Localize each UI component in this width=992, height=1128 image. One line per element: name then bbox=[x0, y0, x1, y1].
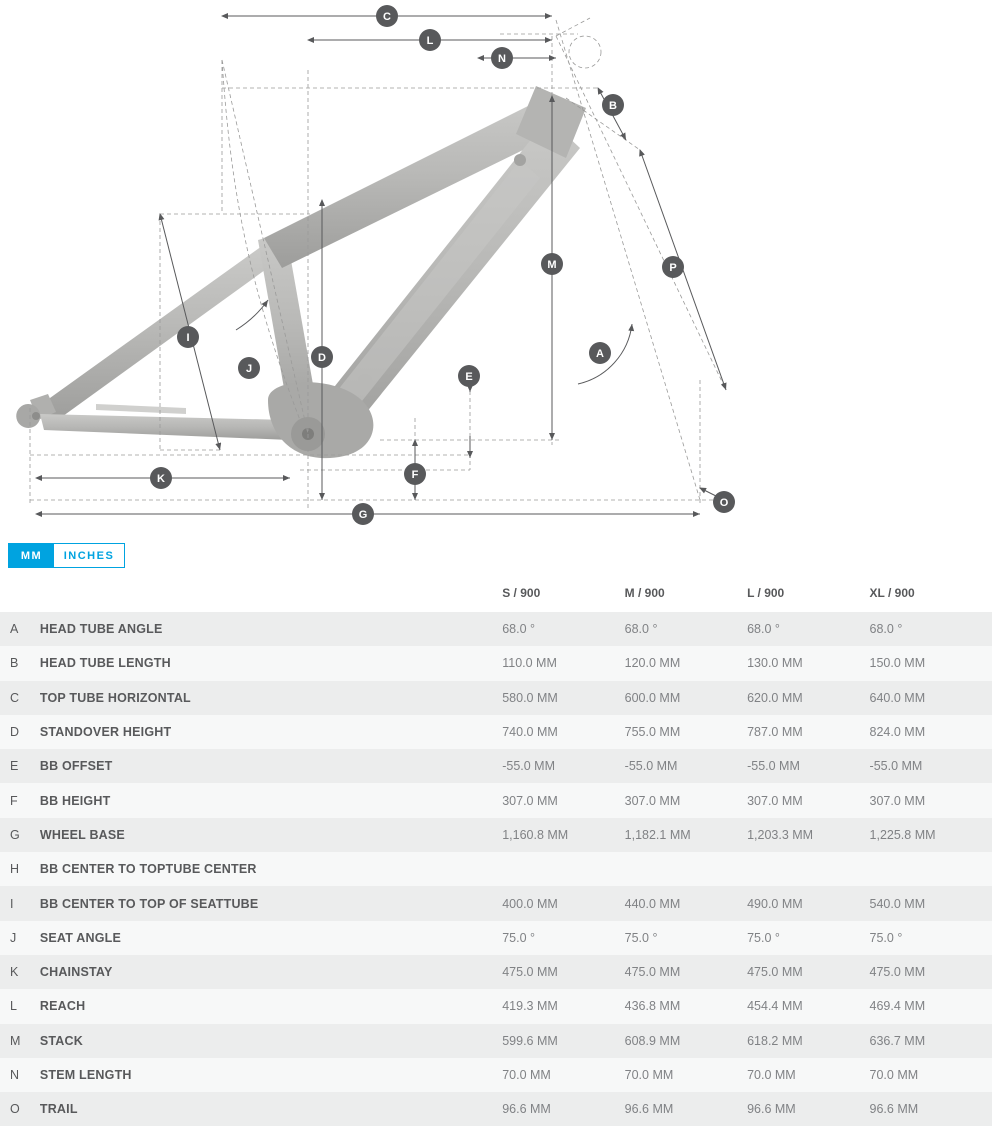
row-value: 70.0 MM bbox=[869, 1068, 919, 1082]
row-value: 1,160.8 MM bbox=[502, 827, 569, 842]
row-value: 400.0 MM bbox=[502, 896, 558, 911]
callout-L bbox=[419, 29, 441, 51]
units-mm-button[interactable]: MM bbox=[9, 544, 54, 567]
row-measure-name: BB CENTER TO TOPTUBE CENTER bbox=[39, 862, 257, 877]
row-value: 580.0 MM bbox=[502, 690, 558, 705]
row-value: 454.4 MM bbox=[747, 999, 803, 1014]
row-value: -55.0 MM bbox=[502, 759, 556, 774]
row-value: 636.7 MM bbox=[869, 1033, 926, 1048]
row-key: L bbox=[10, 999, 17, 1014]
row-value: 440.0 MM bbox=[624, 896, 681, 911]
construction-lines bbox=[30, 18, 726, 508]
table-row bbox=[0, 749, 992, 783]
row-value bbox=[625, 852, 747, 886]
row-value: 618.2 MM bbox=[747, 1033, 803, 1048]
table-row bbox=[0, 818, 992, 852]
row-value: 130.0 MM bbox=[747, 656, 803, 671]
table-row bbox=[0, 783, 992, 817]
row-value: 96.6 MM bbox=[624, 1102, 674, 1117]
row-value: 1,182.1 MM bbox=[624, 827, 691, 842]
callout-label: P bbox=[669, 262, 677, 274]
row-value: 68.0 ° bbox=[869, 622, 903, 637]
table-header-row bbox=[0, 580, 992, 612]
callout-label: N bbox=[498, 53, 506, 65]
row-value: 600.0 MM bbox=[624, 690, 681, 705]
row-value: 307.0 MM bbox=[747, 793, 803, 808]
row-value bbox=[747, 852, 869, 886]
units-toggle[interactable] bbox=[8, 543, 125, 568]
callout-A bbox=[589, 342, 611, 364]
row-value: 620.0 MM bbox=[747, 690, 803, 705]
row-value: 1,203.3 MM bbox=[747, 827, 814, 842]
row-key: E bbox=[10, 759, 19, 774]
callout-I bbox=[177, 326, 199, 348]
row-value: 68.0 ° bbox=[624, 622, 658, 637]
header-key bbox=[0, 580, 40, 612]
table-row bbox=[0, 646, 992, 680]
row-key: F bbox=[10, 793, 18, 808]
row-value: 475.0 MM bbox=[869, 965, 926, 980]
row-value: 75.0 ° bbox=[502, 930, 536, 945]
row-key: M bbox=[10, 1033, 21, 1048]
table-row bbox=[0, 921, 992, 955]
callout-M bbox=[541, 253, 563, 275]
callout-label: F bbox=[411, 469, 419, 481]
row-value: -55.0 MM bbox=[869, 759, 923, 774]
row-measure-name: TRAIL bbox=[39, 1102, 78, 1117]
callout-label: J bbox=[245, 363, 253, 375]
row-value: 68.0 ° bbox=[747, 622, 780, 637]
callout-label: L bbox=[426, 35, 434, 47]
callout-label: G bbox=[358, 509, 368, 521]
row-value: 96.6 MM bbox=[502, 1102, 551, 1117]
row-measure-name: REACH bbox=[39, 999, 86, 1014]
header-size-l: L / 900 bbox=[747, 586, 785, 600]
callout-label: E bbox=[465, 371, 473, 383]
callout-label: D bbox=[318, 352, 326, 364]
header-size-s: S / 900 bbox=[502, 586, 541, 600]
callout-label: C bbox=[383, 11, 391, 23]
row-value: 75.0 ° bbox=[869, 930, 903, 945]
row-key: D bbox=[10, 725, 20, 740]
row-value: -55.0 MM bbox=[624, 759, 678, 774]
callout-label: K bbox=[157, 473, 165, 485]
row-value: 110.0 MM bbox=[502, 656, 557, 671]
row-value: 75.0 ° bbox=[624, 930, 658, 945]
row-measure-name: HEAD TUBE LENGTH bbox=[39, 656, 171, 671]
row-measure-name: BB OFFSET bbox=[39, 759, 113, 774]
row-key: G bbox=[10, 827, 20, 842]
row-value: 599.6 MM bbox=[502, 1033, 558, 1048]
callout-label: B bbox=[609, 100, 617, 112]
geometry-table-head bbox=[0, 580, 992, 612]
row-value: 68.0 ° bbox=[502, 622, 536, 637]
row-value: 475.0 MM bbox=[502, 965, 558, 980]
row-value: 469.4 MM bbox=[869, 999, 926, 1014]
row-value: 70.0 MM bbox=[502, 1068, 551, 1082]
callout-label: A bbox=[596, 348, 604, 360]
row-key: B bbox=[10, 656, 19, 671]
row-measure-name: STANDOVER HEIGHT bbox=[39, 725, 172, 740]
header-size-m: M / 900 bbox=[624, 586, 665, 600]
geometry-diagram bbox=[0, 0, 992, 535]
row-key: K bbox=[10, 965, 19, 980]
table-row bbox=[0, 612, 992, 646]
header-name bbox=[40, 580, 502, 612]
table-row bbox=[0, 955, 992, 989]
callout-label: O bbox=[719, 497, 729, 509]
row-key: N bbox=[10, 1068, 20, 1082]
row-value: 96.6 MM bbox=[747, 1102, 796, 1117]
table-row bbox=[0, 989, 992, 1023]
callout-D bbox=[311, 346, 333, 368]
row-value: 70.0 MM bbox=[624, 1068, 674, 1082]
row-measure-name: BB HEIGHT bbox=[39, 793, 111, 808]
row-value: 436.8 MM bbox=[624, 999, 681, 1014]
callout-J bbox=[238, 357, 260, 379]
row-key: A bbox=[10, 622, 19, 637]
row-measure-name: STACK bbox=[39, 1033, 83, 1048]
row-value: 755.0 MM bbox=[624, 725, 681, 740]
row-key: O bbox=[10, 1102, 20, 1117]
row-measure-name: HEAD TUBE ANGLE bbox=[39, 622, 163, 637]
units-inches-button[interactable]: INCHES bbox=[54, 544, 124, 567]
row-value: 120.0 MM bbox=[624, 656, 681, 671]
table-row bbox=[0, 715, 992, 749]
geometry-table bbox=[0, 580, 992, 1126]
row-value bbox=[870, 852, 992, 886]
table-row bbox=[0, 1024, 992, 1058]
row-value: 307.0 MM bbox=[869, 793, 926, 808]
table-row bbox=[0, 1092, 992, 1126]
row-value: 419.3 MM bbox=[502, 999, 558, 1014]
row-measure-name: SEAT ANGLE bbox=[39, 930, 122, 945]
row-value: 787.0 MM bbox=[747, 725, 803, 740]
row-value: 608.9 MM bbox=[624, 1033, 681, 1048]
bike-geometry-svg bbox=[0, 0, 992, 535]
geometry-table-body bbox=[0, 612, 992, 1126]
header-size-xl: XL / 900 bbox=[869, 586, 915, 600]
row-measure-name: WHEEL BASE bbox=[39, 827, 125, 842]
row-key: I bbox=[10, 896, 14, 911]
row-value: 475.0 MM bbox=[624, 965, 681, 980]
row-measure-name: BB CENTER TO TOP OF SEATTUBE bbox=[39, 896, 259, 911]
callout-label: I bbox=[186, 332, 190, 344]
callout-F bbox=[404, 463, 426, 485]
row-value: 75.0 ° bbox=[747, 930, 780, 945]
row-measure-name: CHAINSTAY bbox=[39, 965, 113, 980]
dimension-arrows bbox=[36, 16, 726, 514]
callout-B bbox=[602, 94, 624, 116]
table-row bbox=[0, 886, 992, 920]
row-value: 740.0 MM bbox=[502, 725, 558, 740]
row-value: 475.0 MM bbox=[747, 965, 803, 980]
row-value: 824.0 MM bbox=[869, 725, 926, 740]
table-row bbox=[0, 681, 992, 715]
callout-E bbox=[458, 365, 480, 387]
table-row bbox=[0, 852, 992, 886]
row-value: 540.0 MM bbox=[869, 896, 926, 911]
row-value bbox=[502, 852, 624, 886]
row-key: H bbox=[10, 862, 20, 877]
callout-K bbox=[150, 467, 172, 489]
row-measure-name: TOP TUBE HORIZONTAL bbox=[39, 690, 191, 705]
callout-label: M bbox=[547, 259, 557, 271]
callout-G bbox=[352, 503, 374, 525]
callout-P bbox=[662, 256, 684, 278]
callout-C bbox=[376, 5, 398, 27]
row-key: C bbox=[10, 690, 20, 705]
row-value: 150.0 MM bbox=[869, 656, 926, 671]
row-value: 96.6 MM bbox=[869, 1102, 919, 1117]
row-value: 307.0 MM bbox=[502, 793, 558, 808]
row-value: 1,225.8 MM bbox=[869, 827, 936, 842]
callout-N bbox=[491, 47, 513, 69]
row-value: -55.0 MM bbox=[747, 759, 800, 774]
row-value: 490.0 MM bbox=[747, 896, 803, 911]
row-value: 70.0 MM bbox=[747, 1068, 796, 1082]
row-value: 307.0 MM bbox=[624, 793, 681, 808]
table-row bbox=[0, 1058, 992, 1092]
row-key: J bbox=[10, 930, 17, 945]
row-value: 640.0 MM bbox=[869, 690, 926, 705]
callout-O bbox=[713, 491, 735, 513]
row-measure-name: STEM LENGTH bbox=[39, 1068, 132, 1082]
